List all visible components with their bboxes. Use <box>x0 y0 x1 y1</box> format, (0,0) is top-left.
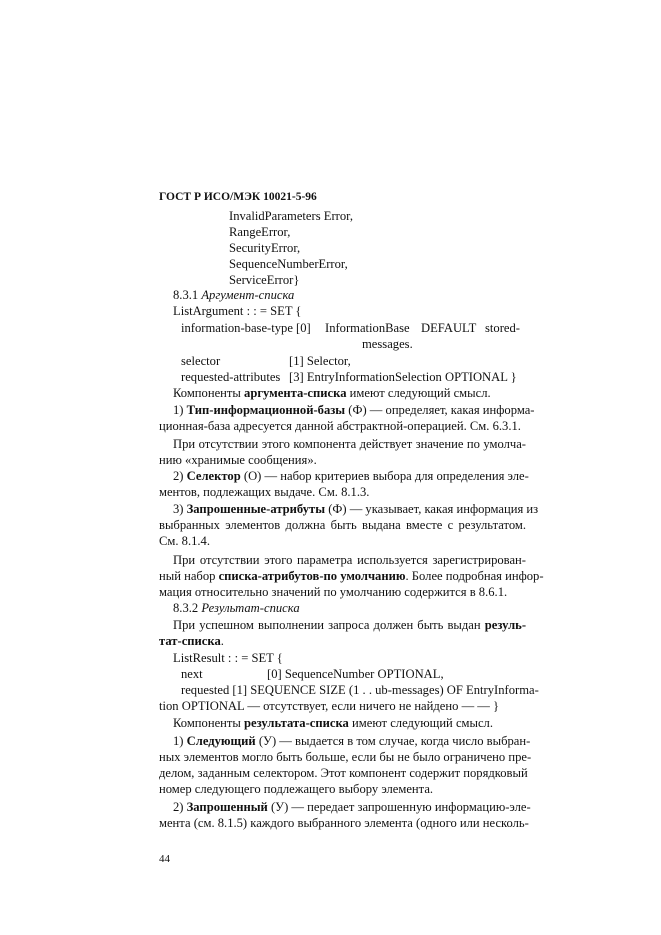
text: имеют следующий смысл. <box>349 386 491 400</box>
term: списка-атрибутов-по умолчанию <box>218 569 406 583</box>
text: 2) <box>173 800 184 814</box>
section-number: 8.3.1 <box>173 288 199 302</box>
section-heading-8-3-1 <box>173 287 294 303</box>
section-heading-8-3-2 <box>173 600 300 616</box>
text: (Ф) — указывает, какая информация из <box>328 502 539 516</box>
paragraph-line: мация относительно значений по умолчанию содержится в 8.6.1. <box>159 585 508 599</box>
text: (У) — передает запрошенную информацию-эле- <box>270 800 531 814</box>
term: Запрошенные-атрибуты <box>186 502 326 516</box>
paragraph-line: мента (см. 8.1.5) каждого выбранного элемента (одного или несколь- <box>159 816 529 830</box>
term: Селектор <box>186 469 241 483</box>
term: Следующий <box>186 734 256 748</box>
code-line: stored- <box>485 321 520 335</box>
code-line: tion OPTIONAL — отсутствует, если ничего не найдено — — } <box>159 699 500 713</box>
code-line: [0] SequenceNumber OPTIONAL, <box>267 667 444 681</box>
paragraph-line <box>173 501 539 517</box>
text: 3) <box>173 502 184 516</box>
text: При успешном выполнении запроса должен быть выдан <box>173 618 481 632</box>
code-line: [3] EntryInformationSelection OPTIONAL } <box>289 370 517 384</box>
code-line: ServiceError} <box>229 273 300 287</box>
text: 2) <box>173 469 184 483</box>
term: результата-списка <box>244 716 349 730</box>
code-line: DEFAULT <box>421 321 477 335</box>
term: тат-списка <box>159 634 221 648</box>
code-line: ListResult : : = SET { <box>173 651 283 665</box>
section-title: Аргумент-списка <box>201 288 295 302</box>
text: Компоненты <box>173 716 241 730</box>
code-line: requested-attributes <box>181 370 281 384</box>
text: . <box>220 634 224 648</box>
paragraph-line: ментов, подлежащих выдаче. См. 8.1.3. <box>159 485 370 499</box>
paragraph-line: При отсутствии этого параметра используется зарегистрирован- <box>173 553 526 567</box>
paragraph-line: делом, заданным селектором. Этот компонент содержит порядковый <box>159 766 528 780</box>
term: аргумента-списка <box>244 386 347 400</box>
paragraph-line: ционная-база адресуется данной абстрактной-операцией. См. 6.3.1. <box>159 419 521 433</box>
paragraph-line <box>173 733 531 749</box>
page-number: 44 <box>159 853 170 865</box>
text: . Более подробная инфор- <box>405 569 544 583</box>
term: Запрошенный <box>186 800 268 814</box>
paragraph-line <box>173 402 535 418</box>
code-line: RangeError, <box>229 225 291 239</box>
text: (О) — набор критериев выбора для определения эле- <box>243 469 529 483</box>
code-line: SequenceNumberError, <box>229 257 348 271</box>
code-line: information-base-type [0] <box>181 321 311 335</box>
paragraph-line <box>173 385 491 401</box>
code-line: requested [1] SEQUENCE SIZE (1 . . ub-messages) OF EntryInforma- <box>181 683 539 697</box>
code-line: [1] Selector, <box>289 354 351 368</box>
paragraph-line: ных элементов могло быть больше, если бы не было ограничено пре- <box>159 750 532 764</box>
code-line: messages. <box>362 337 413 351</box>
section-number: 8.3.2 <box>173 601 199 615</box>
paragraph-line <box>173 468 529 484</box>
text: Компоненты <box>173 386 241 400</box>
paragraph-line: выбранных элементов должна быть выдана вместе с результатом. <box>159 518 526 532</box>
paragraph-line: номер следующего подлежащего выбору элемента. <box>159 782 434 796</box>
code-line: selector <box>181 354 221 368</box>
paragraph-line <box>173 715 493 731</box>
paragraph-line: См. 8.1.4. <box>159 534 211 548</box>
paragraph-line <box>173 617 526 633</box>
paragraph-line <box>173 799 531 815</box>
section-title: Результат-списка <box>201 601 300 615</box>
term: Тип-информационной-базы <box>186 403 346 417</box>
paragraph-line: При отсутствии этого компонента действует значение по умолча- <box>173 437 526 451</box>
page-header: ГОСТ Р ИСО/МЭК 10021-5-96 <box>159 191 317 203</box>
code-line: SecurityError, <box>229 241 301 255</box>
paragraph-line <box>159 633 224 649</box>
code-line: next <box>181 667 203 681</box>
text: (У) — выдается в том случае, когда число выбран- <box>258 734 531 748</box>
paragraph-line: нию «хранимые сообщения». <box>159 453 317 467</box>
code-line: InformationBase <box>325 321 410 335</box>
paragraph-line <box>159 568 544 584</box>
text: ный набор <box>159 569 216 583</box>
text: (Ф) — определяет, какая информа- <box>348 403 535 417</box>
term: резуль- <box>484 618 527 632</box>
text: имеют следующий смысл. <box>352 716 493 730</box>
text: 1) <box>173 734 184 748</box>
code-line: ListArgument : : = SET { <box>173 304 302 318</box>
code-line: InvalidParameters Error, <box>229 209 353 223</box>
text: 1) <box>173 403 184 417</box>
